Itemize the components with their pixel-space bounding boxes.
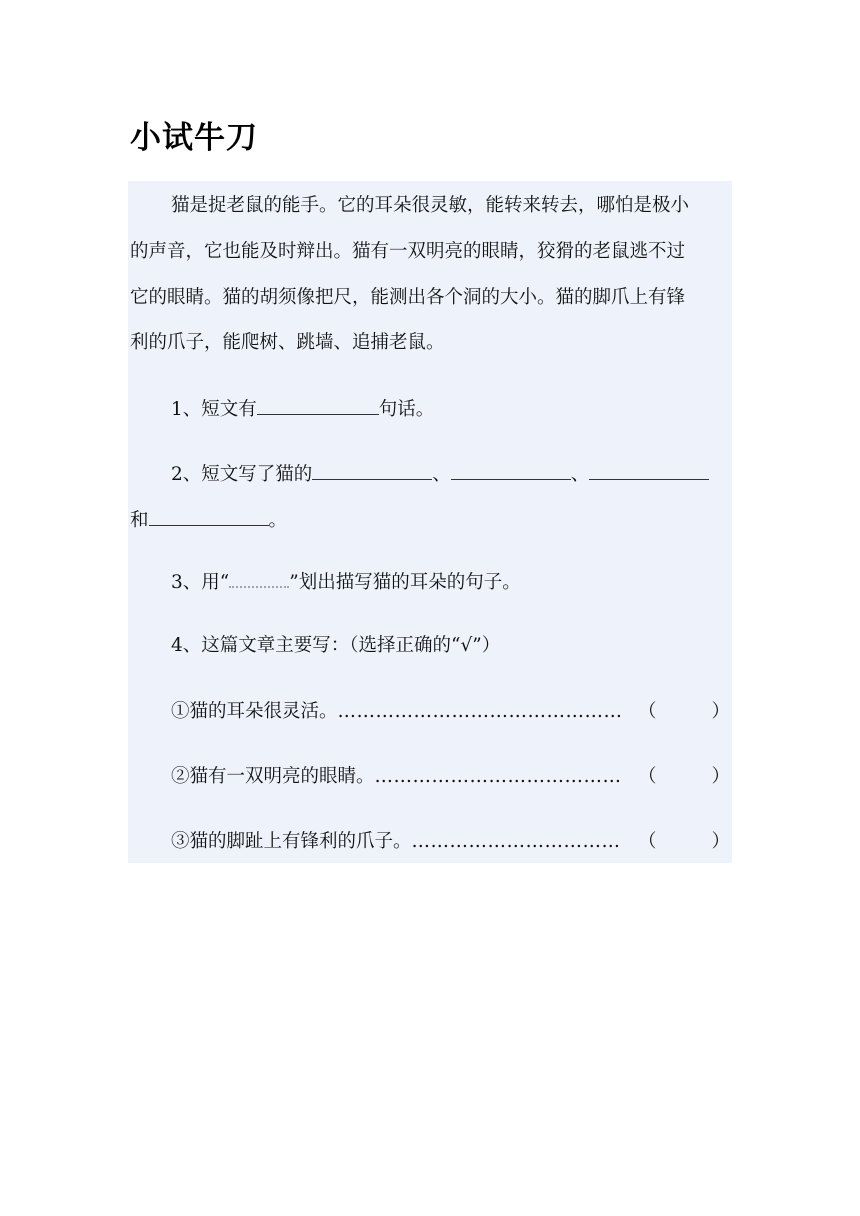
separator: 、 xyxy=(570,464,590,485)
question-3-text: 3、用“ xyxy=(171,572,230,593)
page-title: 小试牛刀 xyxy=(130,120,258,156)
passage-line: 利的爪子，能爬树、跳墙、追捕老鼠。 xyxy=(130,332,445,353)
wavy-underline-sample xyxy=(229,570,289,588)
question-1-text: 1、短文有 xyxy=(171,399,257,420)
question-3-text-end: ”划出描写猫的耳朵的句子。 xyxy=(289,572,521,593)
passage-line: 的声音，它也能及时辩出。猫有一双明亮的眼睛，狡猾的老鼠逃不过 xyxy=(130,241,686,262)
leader-dots: …………………………… xyxy=(411,831,621,852)
option-1[interactable] xyxy=(130,700,730,724)
answer-blank[interactable] xyxy=(451,461,571,480)
separator: 、 xyxy=(432,464,451,485)
passage-line: 猫是捉老鼠的能手。它的耳朵很灵敏，能转来转去，哪怕是极小 xyxy=(171,195,690,216)
question-2-end: 。 xyxy=(268,510,288,531)
option-3[interactable] xyxy=(130,830,730,854)
answer-blank[interactable] xyxy=(312,461,432,480)
answer-blank[interactable] xyxy=(149,507,269,526)
passage-line: 它的眼睛。猫的胡须像把尺，能测出各个洞的大小。猫的脚爪上有锋 xyxy=(130,287,686,308)
question-2-continued xyxy=(130,507,730,533)
question-1-text-end: 句话。 xyxy=(378,399,435,420)
option-2-text: ②猫有一双明亮的眼睛。 xyxy=(171,766,375,787)
answer-parentheses[interactable]: （ ） xyxy=(638,831,730,852)
question-1 xyxy=(130,396,730,422)
leader-dots: ……………………………………… xyxy=(337,701,623,722)
question-2 xyxy=(130,461,730,487)
question-2-and: 和 xyxy=(130,510,149,531)
question-4-prompt: 4、这篇文章主要写：（选择正确的“√”） xyxy=(171,635,501,656)
leader-dots: ………………………………… xyxy=(374,766,622,787)
answer-parentheses[interactable]: （ ） xyxy=(638,701,730,722)
answer-parentheses[interactable]: （ ） xyxy=(638,766,730,787)
question-2-text: 2、短文写了猫的 xyxy=(171,464,313,485)
option-1-text: ①猫的耳朵很灵活。 xyxy=(171,701,338,722)
question-3 xyxy=(130,570,730,595)
option-2[interactable] xyxy=(130,765,730,789)
answer-blank[interactable] xyxy=(589,461,709,480)
option-3-text: ③猫的脚趾上有锋利的爪子。 xyxy=(171,831,412,852)
answer-blank[interactable] xyxy=(257,396,379,415)
